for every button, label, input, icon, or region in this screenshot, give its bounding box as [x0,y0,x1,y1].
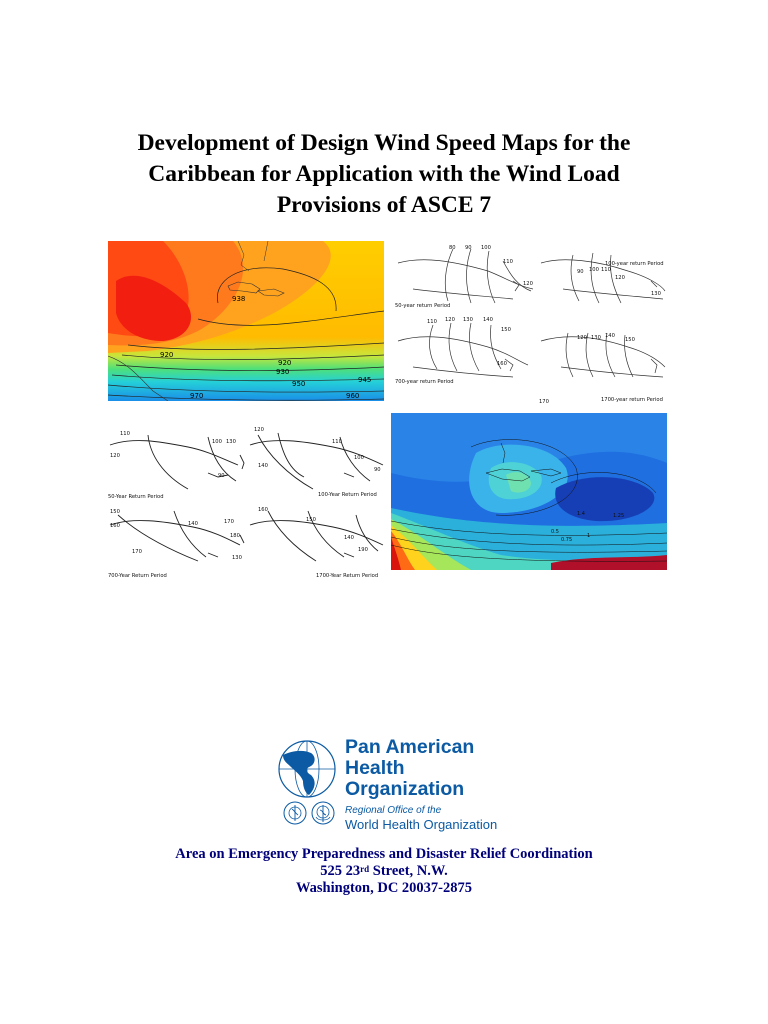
contour-label: 120 [523,281,533,287]
contour-label: 120 [615,275,625,281]
contour-label: 100 [481,245,491,251]
contour-label: 938 [232,295,246,303]
contour-label: 80 [449,245,456,251]
panel-label: 1700-Year Return Period [316,573,379,579]
contour-label: 170 [132,549,142,555]
panel-label: 1700-year return Period [601,397,663,403]
panel-label: 50-Year Return Period [108,494,164,500]
contour-label: 110 [503,259,513,265]
contour-label: 100 [212,439,222,445]
contour-label: 1.25 [613,513,625,519]
panel-label: 100-Year Return Period [318,492,377,498]
contour-label: 150 [110,509,120,515]
contour-label: 190 [358,547,368,553]
organization-name-line: Health [345,757,405,779]
contour-label: 170 [539,399,549,405]
title-line: Caribbean for Application with the Wind Load [148,161,620,187]
contour-label: 130 [463,317,473,323]
ratio-contour-map [391,413,667,570]
contour-label: 1.4 [577,511,585,517]
contour-label: 970 [190,392,204,400]
organization-name-line: Pan American [345,736,475,758]
subtitle-line: World Health Organization [345,817,498,832]
panel-label: 700-Year Return Period [108,573,167,579]
contour-label: 130 [651,291,661,297]
contour-label: 120 [110,453,120,459]
contour-label: 930 [276,368,290,376]
contour-label: 0.75 [561,537,573,543]
contour-label: 140 [344,535,354,541]
panel-label: 50-year return Period [395,303,451,309]
ordinal-suffix: rd [360,864,370,874]
contour-label: 90 [218,473,225,479]
document-title [60,128,708,221]
contour-label: 180 [230,533,240,539]
globe-icon [275,737,339,801]
subtitle-line: Regional Office of the [345,805,442,816]
panel-label: 700-year return Period [395,379,454,385]
paho-logo [275,735,498,835]
organization-name [345,737,474,800]
organization-name-line: Organization [345,778,465,800]
contour-label: 960 [346,392,360,400]
contour-label: 90 [577,269,584,275]
return-period-maps-bold [108,415,384,580]
contour-label: 150 [625,337,635,343]
city-line: Washington, DC 20037-2875 [295,880,473,896]
contour-label: 90 [374,467,381,473]
contour-label: 920 [278,359,292,367]
pressure-contour-map [108,241,384,401]
contour-label: 110 [427,319,437,325]
contour-label: 160 [110,523,120,529]
contour-label: 170 [224,519,234,525]
contour-label: 160 [497,361,507,367]
contour-label: 150 [501,327,511,333]
street-name: Street, N.W. [369,863,448,879]
title-line: Development of Design Wind Speed Maps for the [137,130,631,156]
contour-label: 140 [483,317,493,323]
address-block [100,846,668,897]
contour-label: 130 [591,335,601,341]
contour-label: 130 [232,555,242,561]
contour-label: 100 [589,267,599,273]
title-line: Provisions of ASCE 7 [276,192,492,218]
contour-label: 130 [226,439,236,445]
contour-label: 140 [258,463,268,469]
contour-label: 110 [120,431,130,437]
contour-label: 160 [258,507,268,513]
street-line [100,863,668,880]
department-line: Area on Emergency Preparedness and Disaster Relief Coordination [175,846,593,862]
contour-label: 120 [445,317,455,323]
return-period-maps [393,241,667,406]
contour-label: 950 [292,380,306,388]
who-emblem-icon [311,801,335,825]
organization-subtitle [345,805,497,832]
contour-label: 90 [465,245,472,251]
contour-label: 120 [254,427,264,433]
contour-label: 1 [587,533,591,539]
paho-emblem-icon [283,801,307,825]
contour-label: 100 [354,455,364,461]
contour-label: 110 [332,439,342,445]
contour-label: 140 [605,333,615,339]
contour-label: 150 [306,517,316,523]
contour-label: 120 [577,335,587,341]
contour-label: 0.5 [551,529,559,535]
street-number: 525 23 [320,863,361,879]
contour-label: 945 [358,376,372,384]
contour-label: 140 [188,521,198,527]
contour-label: 110 [601,267,611,273]
panel-label: 100-year return Period [605,261,664,267]
contour-label: 920 [160,351,174,359]
